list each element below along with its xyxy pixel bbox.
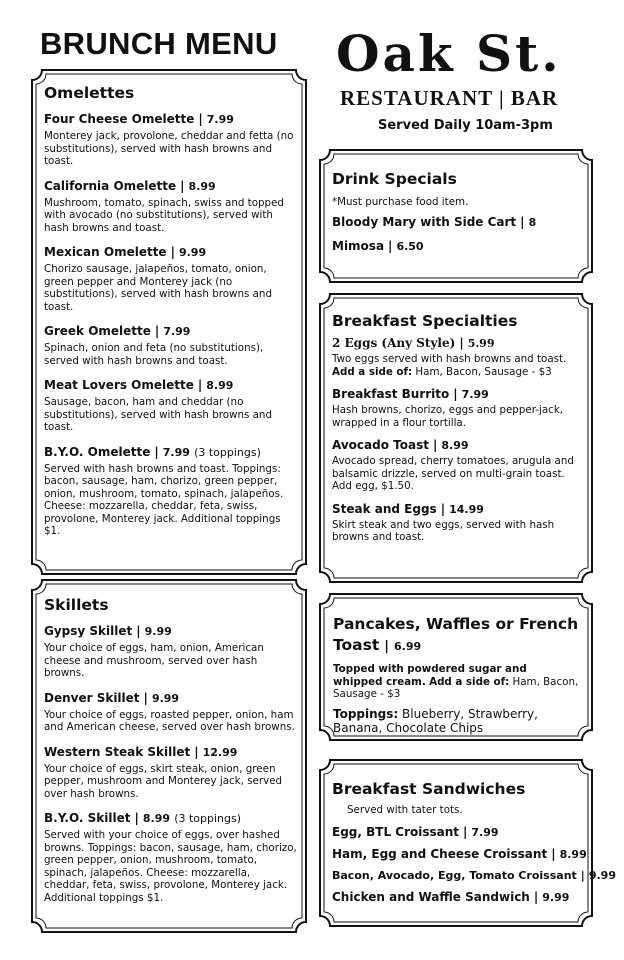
item-price: 7.99: [206, 113, 234, 126]
item-price: 9.99: [178, 246, 207, 259]
drinks-note: *Must purchase food item.: [332, 196, 469, 208]
pancakes-title: Pancakes, Waffles or French Toast | 6.99: [333, 615, 579, 654]
specialty-name: Avocado Toast | 8.99: [332, 438, 469, 452]
item-name-text: Four Cheese Omelette: [44, 112, 195, 126]
drink-item: Mimosa | 6.50: [332, 238, 424, 253]
item-price: 9.99: [588, 868, 616, 882]
skillets-frame: [30, 578, 308, 934]
skillet-name: Gypsy Skillet | 9.99: [44, 624, 172, 638]
skillet-description: Your choice of eggs, roasted pepper, onion, ham and American cheese, served over hash browns.: [44, 708, 295, 733]
item-name-text: Steak and Eggs: [332, 501, 437, 516]
sandwiches-frame: [318, 758, 616, 928]
item-price: 8.99: [188, 179, 216, 193]
topped-text: Topped with powdered sugar and whipped cream.: [333, 663, 527, 688]
pancakes-description: [333, 663, 579, 701]
item-price: 8.99: [142, 812, 171, 825]
drink-item: Bloody Mary with Side Cart | 8: [332, 214, 537, 229]
served-hours: Served Daily 10am-3pm: [378, 118, 553, 133]
item-price: 14.99: [449, 502, 484, 516]
item-price: 5.99: [467, 337, 495, 350]
specialty-description: [332, 353, 584, 378]
brunch-menu-title: BRUNCH MENU: [40, 26, 278, 61]
item-price: 12.99: [202, 745, 238, 759]
side-label: Add a side of:: [332, 365, 413, 378]
item-price: 9.99: [151, 691, 180, 705]
item-name-text: Chicken and Waffle Sandwich: [332, 889, 530, 904]
side-label: Add a side of:: [429, 675, 510, 688]
skillet-name: B.Y.O. Skillet | 8.99 (3 toppings): [44, 811, 242, 825]
item-name-text: Greek Omelette: [44, 324, 151, 338]
omelette-description: Chorizo sausage, jalapeños, tomato, onion, green pepper and Monterey jack (no substitutions), served with hash browns and toast.: [44, 263, 272, 313]
specialty-name: Breakfast Burrito | 7.99: [332, 387, 489, 401]
restaurant-subtitle: RESTAURANT | BAR: [340, 86, 559, 110]
sandwich-item: Bacon, Avocado, Egg, Tomato Croissant | 9.99: [332, 868, 616, 882]
omelette-name: Greek Omelette | 7.99: [44, 324, 191, 338]
item-price: 8.99: [206, 379, 234, 392]
restaurant-name: Oak St.: [336, 24, 562, 83]
side-text: Ham, Bacon, Sausage - $3: [333, 675, 579, 700]
item-name-text: Breakfast Burrito: [332, 387, 450, 401]
omelette-name: Meat Lovers Omelette | 8.99: [44, 378, 234, 392]
item-name-text: B.Y.O. Skillet: [44, 811, 131, 825]
skillet-name: Western Steak Skillet | 12.99: [44, 744, 238, 759]
drinks-title: Drink Specials: [332, 170, 457, 188]
specialty-name: 2 Eggs (Any Style) | 5.99: [332, 336, 495, 350]
skillet-description: Your choice of eggs, skirt steak, onion, green pepper, mushroom and Monterey jack, served over hash browns.: [44, 762, 283, 800]
item-name-text: Denver Skillet: [44, 690, 140, 705]
item-price: 6.50: [396, 239, 424, 253]
omelette-name: B.Y.O. Omelette | 7.99 (3 toppings): [44, 444, 261, 459]
item-price: 7.99: [471, 825, 499, 839]
item-price: 9.99: [144, 625, 172, 638]
skillet-description: Your choice of eggs, ham, onion, American cheese and mushroom, served over hash browns.: [44, 642, 264, 679]
pancakes-title-text: Pancakes, Waffles or French Toast: [333, 615, 579, 654]
skillets-title: Skillets: [44, 596, 109, 614]
item-name-text: Bloody Mary with Side Cart: [332, 214, 517, 229]
item-name-text: Avocado Toast: [332, 438, 429, 452]
item-price: 7.99: [461, 388, 489, 401]
omelette-description: Served with hash browns and toast. Toppings: bacon, sausage, ham, chorizo, green pepper, onion, mushroom, tomato, spinach, jalapeños. Cheese: mozzarella, cheddar, feta, swiss, provolone, Monterey jack. Additional toppings $1.: [44, 462, 284, 537]
item-price: 8: [528, 215, 537, 229]
item-name-text: Western Steak Skillet: [44, 744, 191, 759]
omelette-description: Spinach, onion and feta (no substitutions), served with hash browns and toast.: [44, 342, 264, 367]
specialty-description: Hash browns, chorizo, eggs and pepper-jack, wrapped in a flour tortilla.: [332, 404, 564, 429]
toppings-text: Blueberry, Strawberry, Banana, Chocolate Chips: [333, 706, 538, 735]
item-price: 8.99: [441, 439, 469, 452]
pancakes-frame: [318, 592, 594, 742]
item-name-text: Meat Lovers Omelette: [44, 378, 194, 392]
item-name-text: 2 Eggs (Any Style): [332, 336, 456, 350]
skillet-name: Denver Skillet | 9.99: [44, 690, 180, 705]
sandwich-item: Ham, Egg and Cheese Croissant | 8.99: [332, 846, 587, 861]
desc-text: Two eggs served with hash browns and toast.: [332, 353, 567, 365]
omelette-description: Monterey jack, provolone, cheddar and fetta (no substitutions), served with hash browns and toast.: [44, 130, 294, 167]
omelettes-frame: [30, 68, 308, 576]
toppings-label: Toppings:: [333, 706, 399, 721]
item-name-text: Mimosa: [332, 238, 385, 253]
specialties-frame: [318, 292, 594, 584]
specialties-title: Breakfast Specialties: [332, 312, 518, 330]
item-name-text: Bacon, Avocado, Egg, Tomato Croissant: [332, 868, 577, 882]
item-price: 7.99: [162, 445, 190, 459]
skillet-description: Served with your choice of eggs, over hashed browns. Toppings: bacon, sausage, ham, chorizo, green pepper, onion, mushroom, tomato, spinach, jalapeños. Cheese: mozzarella, cheddar, feta, swiss, provolone, Monterey jack. Additional toppings $1.: [44, 829, 297, 904]
item-note: (3 toppings): [174, 812, 242, 825]
pancakes-toppings: [333, 707, 579, 735]
item-name-text: Egg, BTL Croissant: [332, 824, 460, 839]
specialty-name: Steak and Eggs | 14.99: [332, 501, 484, 516]
omelette-name: Four Cheese Omelette | 7.99: [44, 112, 234, 126]
item-name-text: Mexican Omelette: [44, 245, 167, 259]
item-name-text: Gypsy Skillet: [44, 624, 133, 638]
item-note: (3 toppings): [194, 445, 261, 459]
item-name-text: California Omelette: [44, 178, 177, 193]
sandwich-item: Egg, BTL Croissant | 7.99: [332, 824, 499, 839]
omelette-name: California Omelette | 8.99: [44, 178, 216, 193]
item-price: 7.99: [163, 325, 191, 338]
item-price: 9.99: [542, 890, 570, 904]
item-price: 8.99: [559, 847, 587, 861]
specialty-description: Skirt steak and two eggs, served with hash browns and toast.: [332, 518, 555, 543]
drinks-frame: [318, 148, 594, 284]
omelettes-title: Omelettes: [44, 84, 135, 102]
omelette-description: Mushroom, tomato, spinach, swiss and topped with avocado (no substitutions), served with hash browns and toast.: [44, 196, 284, 234]
item-name-text: B.Y.O. Omelette: [44, 444, 151, 459]
item-price: 6.99: [394, 640, 422, 653]
omelette-name: Mexican Omelette | 9.99: [44, 245, 207, 259]
omelette-description: Sausage, bacon, ham and cheddar (no substitutions), served with hash browns and toast.: [44, 396, 272, 433]
sandwiches-note: Served with tater tots.: [347, 804, 463, 816]
specialty-description: Avocado spread, cherry tomatoes, arugula and balsamic drizzle, served on multi-grain toast. Add egg, $1.50.: [332, 455, 574, 492]
sandwiches-title: Breakfast Sandwiches: [332, 780, 526, 798]
item-name-text: Ham, Egg and Cheese Croissant: [332, 846, 548, 861]
side-text: Ham, Bacon, Sausage - $3: [415, 365, 552, 378]
sandwich-item: Chicken and Waffle Sandwich | 9.99: [332, 889, 570, 904]
